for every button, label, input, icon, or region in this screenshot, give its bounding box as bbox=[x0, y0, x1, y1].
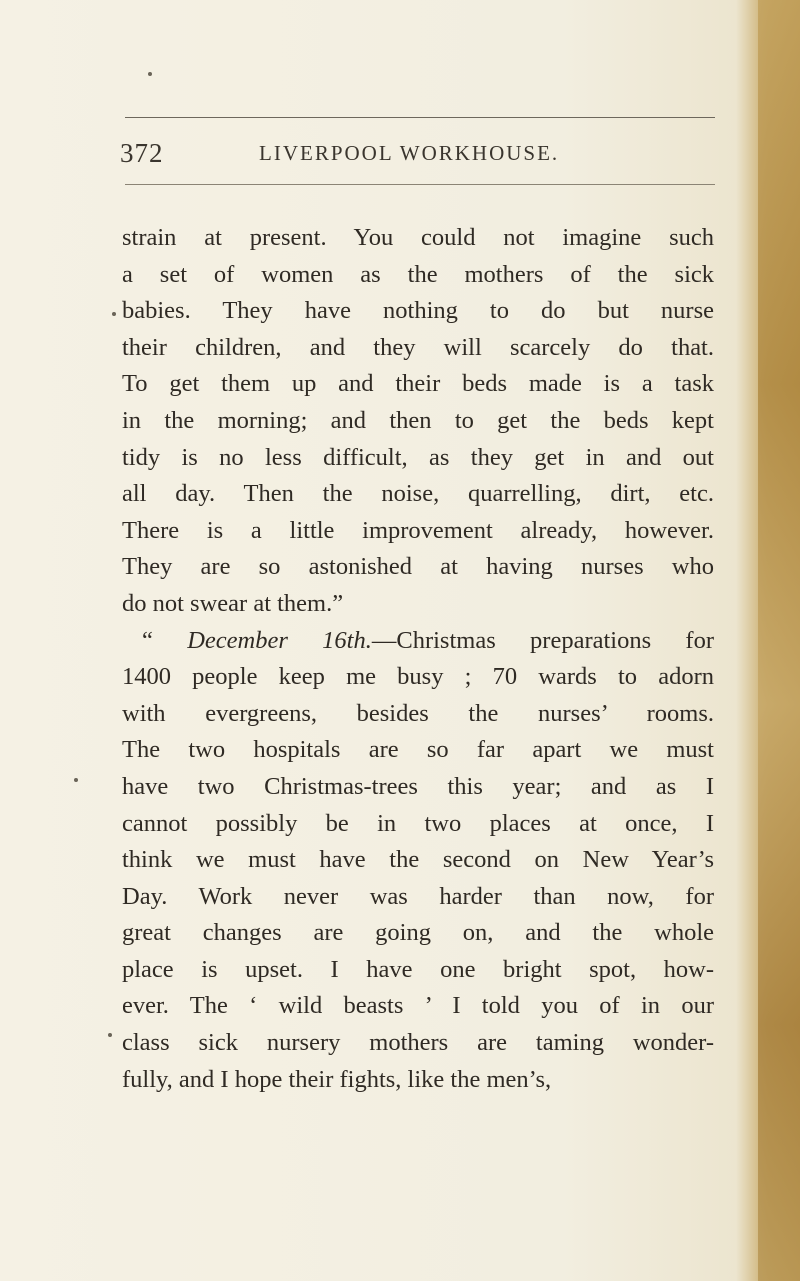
text-line: with evergreens, besides the nurses’ rooms. bbox=[122, 699, 714, 727]
page-header bbox=[120, 138, 720, 172]
text-line: great changes are going on, and the whole bbox=[122, 919, 714, 947]
text-line: To get them up and their beds made is a task bbox=[122, 370, 714, 398]
diary-entry-heading-line bbox=[122, 623, 714, 660]
text-line: The two hospitals are so far apart we must bbox=[122, 736, 714, 764]
paper-speck bbox=[108, 1033, 112, 1037]
text-line: tidy is no less difficult, as they get in and out bbox=[122, 443, 714, 471]
paper-speck bbox=[112, 312, 116, 316]
text-line: ever. The ‘ wild beasts ’ I told you of in our bbox=[122, 992, 714, 1020]
text-line: class sick nursery mothers are taming wonder- bbox=[122, 1029, 714, 1057]
text-line: cannot possibly be in two places at once, I bbox=[122, 809, 714, 837]
entry-first-line: —Christmas preparations for bbox=[371, 626, 714, 654]
top-rule bbox=[125, 117, 715, 118]
text-line: place is upset. I have one bright spot, how- bbox=[122, 955, 714, 983]
text-line: 1400 people keep me busy ; 70 wards to adorn bbox=[122, 663, 714, 691]
text-line: think we must have the second on New Year’s bbox=[122, 846, 714, 874]
text-line: have two Christmas-trees this year; and as I bbox=[122, 772, 714, 800]
running-head: LIVERPOOL WORKHOUSE. bbox=[259, 141, 560, 165]
paper-speck bbox=[74, 778, 78, 782]
entry-day-suffix: th. bbox=[346, 626, 372, 654]
text-line: fully, and I hope their fights, like the men’s, bbox=[122, 1065, 552, 1093]
text-line: strain at present. You could not imagine such bbox=[122, 224, 714, 251]
text-line: There is a little improvement already, however. bbox=[122, 516, 714, 544]
text-line: their children, and they will scarcely do that. bbox=[122, 333, 714, 361]
open-quote: “ bbox=[142, 626, 153, 654]
text-line: all day. Then the noise, quarrelling, dirt, etc. bbox=[122, 480, 714, 508]
text-line: They are so astonished at having nurses who bbox=[122, 553, 714, 581]
entry-month: December bbox=[187, 626, 288, 654]
header-rule bbox=[125, 184, 715, 185]
paper-speck bbox=[148, 72, 152, 76]
text-line: babies. They have nothing to do but nurse bbox=[122, 297, 714, 325]
text-line: Day. Work never was harder than now, for bbox=[122, 882, 714, 910]
text-line: do not swear at them.” bbox=[122, 589, 344, 617]
entry-day: 16 bbox=[322, 626, 347, 654]
text-line: a set of women as the mothers of the sick bbox=[122, 260, 714, 288]
page-number: 372 bbox=[120, 138, 164, 168]
page-edge-stain bbox=[758, 0, 800, 1281]
text-line: in the morning; and then to get the beds kept bbox=[122, 406, 714, 434]
body-text bbox=[122, 220, 714, 1098]
